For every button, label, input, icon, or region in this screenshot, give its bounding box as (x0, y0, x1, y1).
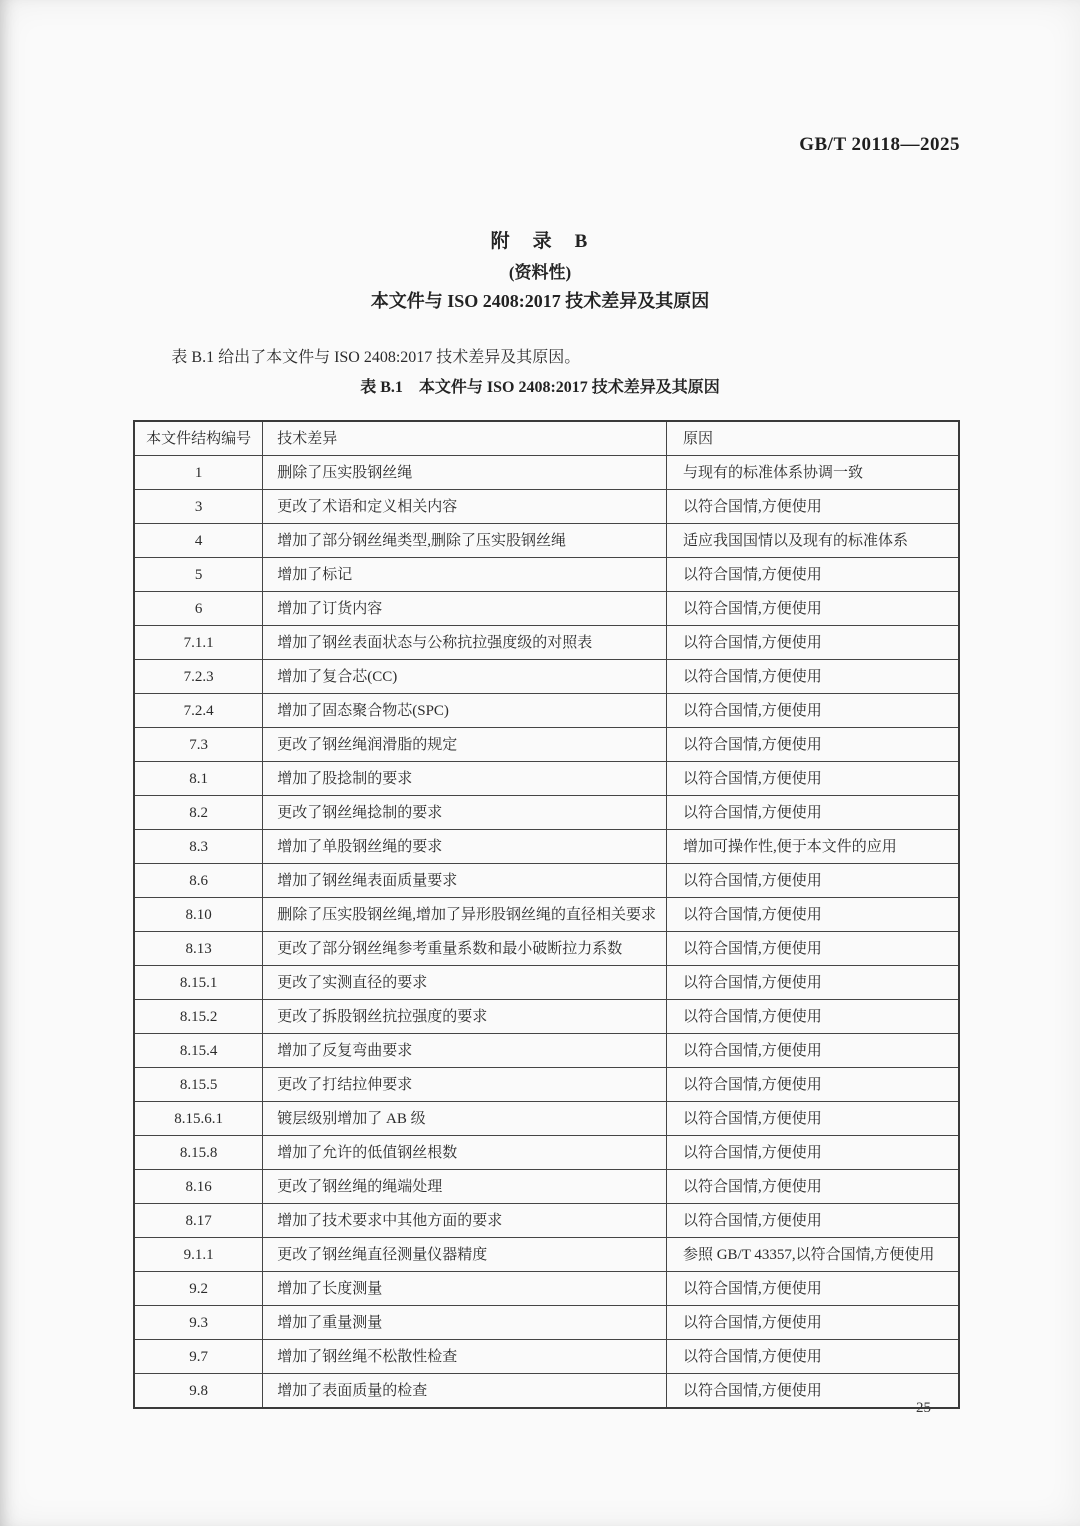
cell-structure-number: 8.15.5 (134, 1068, 263, 1102)
cell-structure-number: 1 (134, 456, 263, 490)
cell-structure-number: 6 (134, 592, 263, 626)
cell-technical-difference: 删除了压实股钢丝绳 (263, 456, 667, 490)
cell-reason: 以符合国情,方便使用 (666, 932, 959, 966)
cell-reason: 以符合国情,方便使用 (666, 1204, 959, 1238)
cell-structure-number: 8.13 (134, 932, 263, 966)
cell-technical-difference: 镀层级别增加了 AB 级 (263, 1102, 667, 1136)
table-row (134, 694, 959, 728)
cell-structure-number: 7.3 (134, 728, 263, 762)
cell-structure-number: 7.2.4 (134, 694, 263, 728)
cell-structure-number: 9.3 (134, 1306, 263, 1340)
cell-reason: 参照 GB/T 43357,以符合国情,方便使用 (666, 1238, 959, 1272)
cell-technical-difference: 更改了钢丝绳润滑脂的规定 (263, 728, 667, 762)
cell-technical-difference: 增加了固态聚合物芯(SPC) (263, 694, 667, 728)
cell-reason: 以符合国情,方便使用 (666, 1068, 959, 1102)
cell-reason: 以符合国情,方便使用 (666, 1102, 959, 1136)
cell-technical-difference: 增加了长度测量 (263, 1272, 667, 1306)
table-row (134, 1170, 959, 1204)
cell-technical-difference: 增加了部分钢丝绳类型,删除了压实股钢丝绳 (263, 524, 667, 558)
column-header-technical-difference: 技术差异 (263, 421, 667, 456)
cell-structure-number: 5 (134, 558, 263, 592)
cell-technical-difference: 增加了标记 (263, 558, 667, 592)
table-row (134, 1136, 959, 1170)
cell-technical-difference: 更改了部分钢丝绳参考重量系数和最小破断拉力系数 (263, 932, 667, 966)
table-row (134, 1034, 959, 1068)
cell-reason: 以符合国情,方便使用 (666, 966, 959, 1000)
table-row (134, 1272, 959, 1306)
cell-structure-number: 7.2.3 (134, 660, 263, 694)
cell-reason: 以符合国情,方便使用 (666, 626, 959, 660)
cell-structure-number: 8.16 (134, 1170, 263, 1204)
cell-technical-difference: 增加了技术要求中其他方面的要求 (263, 1204, 667, 1238)
cell-reason: 以符合国情,方便使用 (666, 898, 959, 932)
cell-reason: 以符合国情,方便使用 (666, 1374, 959, 1409)
cell-technical-difference: 更改了钢丝绳捻制的要求 (263, 796, 667, 830)
table-row (134, 762, 959, 796)
cell-structure-number: 8.15.6.1 (134, 1102, 263, 1136)
cell-technical-difference: 更改了拆股钢丝抗拉强度的要求 (263, 1000, 667, 1034)
cell-technical-difference: 增加了反复弯曲要求 (263, 1034, 667, 1068)
appendix-subtitle: (资料性) (508, 263, 572, 282)
cell-reason: 以符合国情,方便使用 (666, 1170, 959, 1204)
table-row (134, 592, 959, 626)
column-header-structure-number: 本文件结构编号 (134, 421, 263, 456)
cell-technical-difference: 增加了复合芯(CC) (263, 660, 667, 694)
cell-reason: 以符合国情,方便使用 (666, 762, 959, 796)
cell-reason: 以符合国情,方便使用 (666, 864, 959, 898)
cell-reason: 以符合国情,方便使用 (666, 1034, 959, 1068)
cell-technical-difference: 增加了股捻制的要求 (263, 762, 667, 796)
cell-structure-number: 4 (134, 524, 263, 558)
cell-technical-difference: 更改了钢丝绳的绳端处理 (263, 1170, 667, 1204)
cell-technical-difference: 增加了订货内容 (263, 592, 667, 626)
cell-structure-number: 3 (134, 490, 263, 524)
cell-technical-difference: 增加了表面质量的检查 (263, 1374, 667, 1409)
table-body (134, 456, 959, 1409)
cell-technical-difference: 更改了打结拉伸要求 (263, 1068, 667, 1102)
cell-reason: 以符合国情,方便使用 (666, 796, 959, 830)
table-row (134, 1306, 959, 1340)
table-row (134, 1238, 959, 1272)
cell-structure-number: 9.7 (134, 1340, 263, 1374)
table-row (134, 1204, 959, 1238)
cell-structure-number: 8.15.8 (134, 1136, 263, 1170)
cell-structure-number: 8.6 (134, 864, 263, 898)
cell-technical-difference: 增加了钢丝绳表面质量要求 (263, 864, 667, 898)
table-row (134, 1374, 959, 1409)
table-row (134, 558, 959, 592)
table-row (134, 524, 959, 558)
cell-reason: 与现有的标准体系协调一致 (666, 456, 959, 490)
appendix-title: 附 录 B (490, 231, 590, 252)
cell-structure-number: 8.10 (134, 898, 263, 932)
cell-reason: 以符合国情,方便使用 (666, 728, 959, 762)
cell-reason: 以符合国情,方便使用 (666, 694, 959, 728)
cell-technical-difference: 增加了允许的低值钢丝根数 (263, 1136, 667, 1170)
cell-reason: 以符合国情,方便使用 (666, 558, 959, 592)
cell-reason: 以符合国情,方便使用 (666, 1136, 959, 1170)
cell-reason: 以符合国情,方便使用 (666, 1306, 959, 1340)
table-row (134, 490, 959, 524)
cell-structure-number: 8.1 (134, 762, 263, 796)
cell-structure-number: 8.2 (134, 796, 263, 830)
cell-structure-number: 9.8 (134, 1374, 263, 1409)
appendix-heading: 本文件与 ISO 2408:2017 技术差异及其原因 (370, 291, 710, 311)
cell-reason: 适应我国国情以及现有的标准体系 (666, 524, 959, 558)
cell-reason: 以符合国情,方便使用 (666, 490, 959, 524)
table-row (134, 1102, 959, 1136)
cell-reason: 以符合国情,方便使用 (666, 660, 959, 694)
column-header-reason: 原因 (666, 421, 959, 456)
table-header (134, 421, 959, 456)
cell-technical-difference: 增加了钢丝绳不松散性检查 (263, 1340, 667, 1374)
cell-structure-number: 8.3 (134, 830, 263, 864)
cell-structure-number: 7.1.1 (134, 626, 263, 660)
table-row (134, 864, 959, 898)
table-row (134, 830, 959, 864)
cell-technical-difference: 增加了重量测量 (263, 1306, 667, 1340)
cell-structure-number: 9.2 (134, 1272, 263, 1306)
cell-structure-number: 9.1.1 (134, 1238, 263, 1272)
cell-technical-difference: 更改了钢丝绳直径测量仪器精度 (263, 1238, 667, 1272)
intro-paragraph: 表 B.1 给出了本文件与 ISO 2408:2017 技术差异及其原因。 (171, 349, 581, 366)
cell-reason: 以符合国情,方便使用 (666, 1000, 959, 1034)
table-row (134, 1340, 959, 1374)
cell-technical-difference: 增加了单股钢丝绳的要求 (263, 830, 667, 864)
cell-reason: 以符合国情,方便使用 (666, 1340, 959, 1374)
table-row (134, 1068, 959, 1102)
cell-structure-number: 8.15.4 (134, 1034, 263, 1068)
cell-reason: 以符合国情,方便使用 (666, 1272, 959, 1306)
table-caption: 表 B.1 本文件与 ISO 2408:2017 技术差异及其原因 (360, 379, 720, 396)
table-row (134, 966, 959, 1000)
table-row (134, 626, 959, 660)
technical-differences-table (133, 420, 960, 1409)
cell-technical-difference: 增加了钢丝表面状态与公称抗拉强度级的对照表 (263, 626, 667, 660)
cell-technical-difference: 更改了术语和定义相关内容 (263, 490, 667, 524)
table-row (134, 932, 959, 966)
table-row (134, 660, 959, 694)
page-number: 25 (916, 1400, 931, 1416)
cell-technical-difference: 删除了压实股钢丝绳,增加了异形股钢丝绳的直径相关要求 (263, 898, 667, 932)
table-header-row (134, 421, 959, 456)
cell-reason: 增加可操作性,便于本文件的应用 (666, 830, 959, 864)
table-row (134, 456, 959, 490)
cell-structure-number: 8.15.2 (134, 1000, 263, 1034)
table-row (134, 898, 959, 932)
table-row (134, 1000, 959, 1034)
table-row (134, 796, 959, 830)
standard-code-header: GB/T 20118—2025 (799, 134, 960, 155)
table-row (134, 728, 959, 762)
cell-structure-number: 8.17 (134, 1204, 263, 1238)
cell-reason: 以符合国情,方便使用 (666, 592, 959, 626)
cell-structure-number: 8.15.1 (134, 966, 263, 1000)
cell-technical-difference: 更改了实测直径的要求 (263, 966, 667, 1000)
